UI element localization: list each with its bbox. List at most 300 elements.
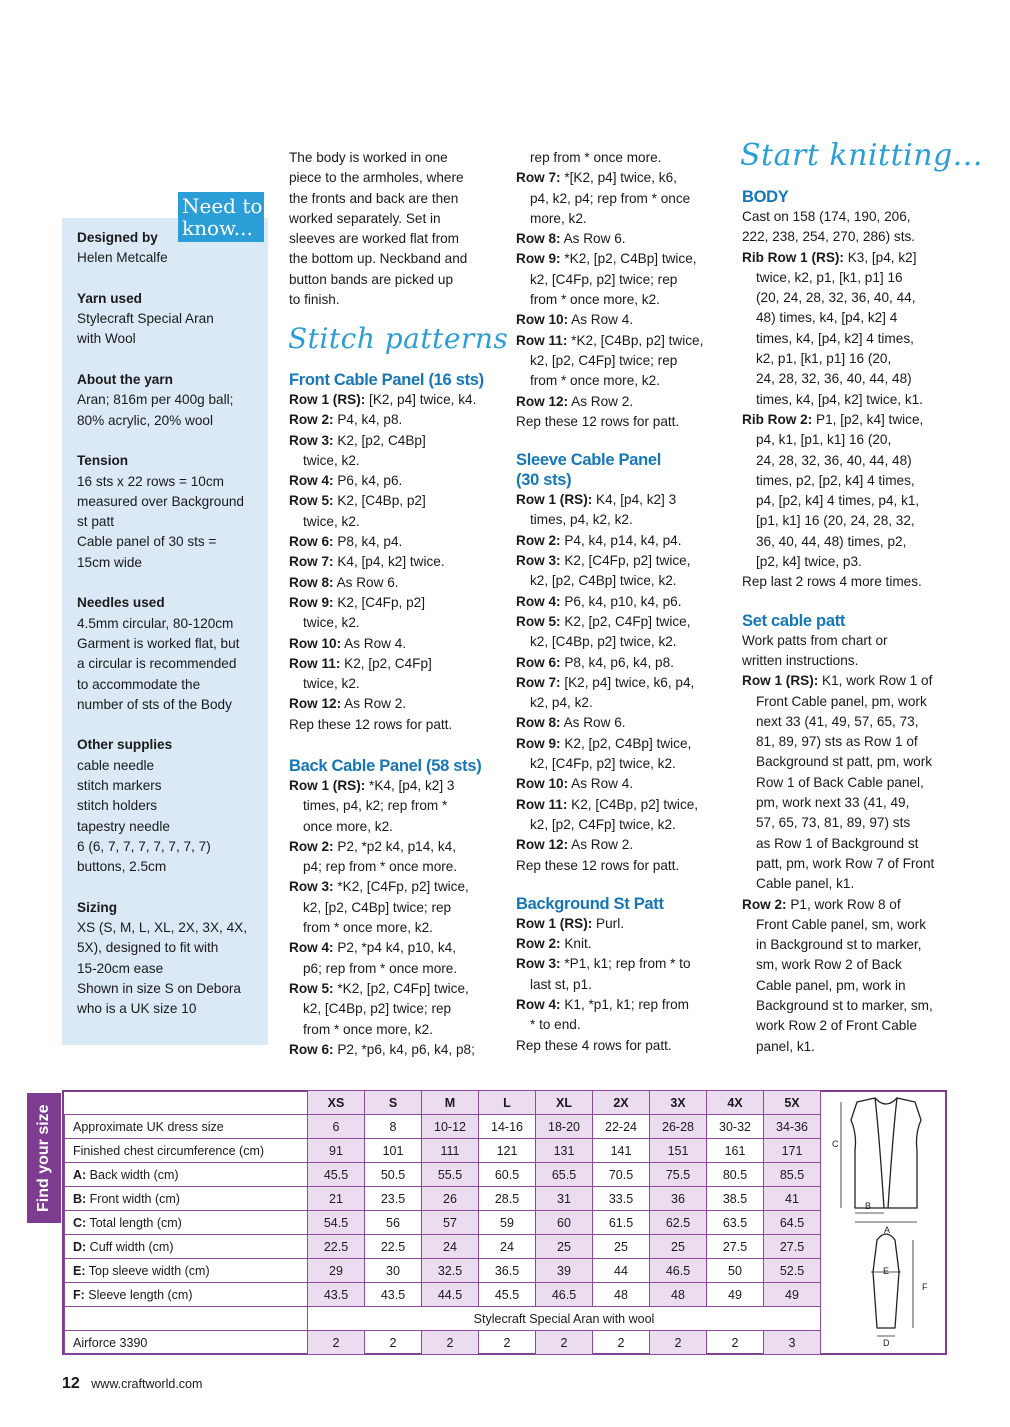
size-value: 85.5 <box>764 1163 821 1187</box>
row-label: Row 1 (RS): <box>289 778 366 793</box>
size-value: 111 <box>422 1139 479 1163</box>
row-text: P2, *p6, k4, p6, k4, p8; <box>333 1041 475 1057</box>
row-label: Row 6: <box>289 1041 334 1057</box>
pattern-line: times, p2, [p2, k4] 4 times, <box>756 472 915 488</box>
intro-line: button bands are picked up <box>289 271 454 287</box>
yarn-balls: 2 <box>308 1331 365 1355</box>
info-line: 5X), designed to fit with <box>77 940 219 956</box>
website-url: www.craftworld.com <box>91 1377 203 1391</box>
pattern-line <box>516 551 731 571</box>
size-row <box>65 1283 821 1307</box>
row-label: Row 10: <box>516 776 569 792</box>
size-row <box>65 1187 821 1211</box>
size-value: 25 <box>593 1235 650 1259</box>
pattern-line: Cable panel, k1. <box>756 876 855 892</box>
sleeve-title-line: Sleeve Cable Panel <box>516 451 662 470</box>
yarn-balls: 2 <box>479 1331 536 1355</box>
size-value: 121 <box>479 1139 536 1163</box>
yarn-header: Stylecraft Special Aran with wool <box>308 1307 821 1331</box>
size-value: 30-32 <box>707 1115 764 1139</box>
pattern-line: p4, [p2, k4] 4 times, p4, k1, <box>756 493 920 509</box>
row-text: Knit. <box>560 936 592 952</box>
pattern-line <box>742 248 957 268</box>
info-line: stitch holders <box>77 798 158 814</box>
row-text: K2, [C4Bp, p2] <box>333 493 426 509</box>
pattern-line <box>516 795 731 815</box>
find-your-size-label: Find your size <box>35 1104 52 1212</box>
set-cable-title: Set cable patt <box>742 611 846 630</box>
pattern-line: [p2, k4] twice, p3. <box>756 554 862 570</box>
measure-name: Approximate UK dress size <box>73 1119 224 1134</box>
size-value: 26 <box>422 1187 479 1211</box>
need-to-know-tag-line2: know... <box>182 216 253 240</box>
pattern-line: k2, p1, [k1, p1] 16 (20, <box>756 351 892 367</box>
pattern-line: k2, [p2, C4Bp] twice, k2. <box>530 573 677 589</box>
size-value: 44 <box>593 1259 650 1283</box>
yarn-balls: 2 <box>422 1331 479 1355</box>
size-value: 23.5 <box>365 1187 422 1211</box>
row-text: K4, [p4, k2] 3 <box>592 492 677 508</box>
size-value: 101 <box>365 1139 422 1163</box>
row-text: K2, [p2, C4Fp] twice, <box>560 613 691 629</box>
measure-name: Finished chest circumference (cm) <box>73 1143 265 1158</box>
row-label: Row 6: <box>289 534 334 550</box>
row-text: K2, [C4Fp, p2] <box>333 594 425 610</box>
size-value: 62.5 <box>650 1211 707 1235</box>
size-header: XS <box>308 1091 365 1115</box>
pattern-line <box>516 531 731 551</box>
pattern-line <box>289 593 504 613</box>
front-cable-title: Front Cable Panel (16 sts) <box>289 371 484 389</box>
pattern-line <box>289 431 504 451</box>
row-label: Row 7: <box>516 674 561 690</box>
size-value: 141 <box>593 1139 650 1163</box>
row-label: Row 2: <box>289 838 334 854</box>
measure-letter: E: <box>73 1263 86 1278</box>
row-label: Row 2: <box>516 936 561 952</box>
info-line: 16 sts x 22 rows = 10cm <box>77 473 224 489</box>
row-label: Row 9: <box>516 735 561 751</box>
row-label: Row 8: <box>516 715 561 731</box>
size-value: 80.5 <box>707 1163 764 1187</box>
intro-line: worked separately. Set in <box>289 210 441 226</box>
yarn-header-row <box>65 1307 821 1331</box>
size-row-label <box>65 1163 308 1187</box>
info-line: a circular is recommended <box>77 656 237 672</box>
size-value: 36.5 <box>479 1259 536 1283</box>
pattern-line: Row 1 of Back Cable panel, <box>756 774 924 790</box>
info-title: Needles used <box>77 595 165 611</box>
background-st-title: Background St Patt <box>516 894 664 913</box>
row-label: Row 12: <box>516 837 569 853</box>
pattern-line <box>289 715 504 735</box>
row-text: As Row 4. <box>568 776 634 792</box>
info-line: tapestry needle <box>77 818 170 834</box>
info-line: Shown in size S on Debora <box>77 980 241 996</box>
size-row <box>65 1235 821 1259</box>
pattern-line: Background st to marker, sm, <box>756 997 933 1013</box>
pattern-line: times, k4, [p4, k2] twice, k1. <box>756 391 923 407</box>
row-text: As Row 2. <box>568 837 634 853</box>
column-three <box>516 148 731 1056</box>
info-line: Garment is worked flat, but <box>77 635 240 651</box>
info-line: stitch markers <box>77 778 162 794</box>
pattern-line: Front Cable panel, pm, work <box>756 693 927 709</box>
pattern-line <box>742 671 957 691</box>
size-header: 3X <box>650 1091 707 1115</box>
row-label: Row 7: <box>289 554 334 570</box>
row-text: [K2, p4] twice, k4. <box>365 392 477 407</box>
row-label: Row 11: <box>516 332 568 348</box>
size-value: 27.5 <box>764 1235 821 1259</box>
pattern-line: 81, 89, 97) sts as Row 1 of <box>756 734 918 750</box>
page-footer <box>62 1375 202 1393</box>
info-line: who is a UK size 10 <box>77 1001 197 1017</box>
size-value: 33.5 <box>593 1187 650 1211</box>
measure-letter: F: <box>73 1287 85 1302</box>
size-value: 18-20 <box>536 1115 593 1139</box>
info-line: Cable panel of 30 sts = <box>77 534 217 550</box>
size-value: 59 <box>479 1211 536 1235</box>
size-value: 22.5 <box>308 1235 365 1259</box>
pattern-line: twice, k2. <box>303 513 360 529</box>
size-value: 24 <box>422 1235 479 1259</box>
pattern-line: k2, [p2, C4Bp] twice; rep <box>303 899 452 915</box>
size-value: 38.5 <box>707 1187 764 1211</box>
info-line: number of sts of the Body <box>77 696 232 712</box>
size-value: 41 <box>764 1187 821 1211</box>
pattern-line <box>289 390 504 410</box>
yarn-balls: 2 <box>707 1331 764 1355</box>
size-row-label <box>65 1139 308 1163</box>
row-text: P2, *p2 k4, p14, k4, <box>333 838 456 854</box>
size-value: 28.5 <box>479 1187 536 1211</box>
row-text: K4, [p4, k2] twice. <box>333 554 445 570</box>
garment-schematic <box>827 1092 945 1353</box>
row-label: Row 5: <box>289 980 334 996</box>
row-text: As Row 6. <box>560 231 626 247</box>
sleeve-cable-title <box>516 450 731 490</box>
pattern-line <box>289 938 504 958</box>
yarn-row <box>65 1331 821 1355</box>
measure-letter: B: <box>73 1191 87 1206</box>
pattern-line: panel, k1. <box>756 1038 815 1054</box>
size-header: XL <box>536 1091 593 1115</box>
back-cable-title: Back Cable Panel (58 sts) <box>289 757 482 775</box>
pattern-line <box>516 412 731 432</box>
size-value: 46.5 <box>650 1259 707 1283</box>
info-line: with Wool <box>77 331 136 347</box>
size-value: 26-28 <box>650 1115 707 1139</box>
size-value: 8 <box>365 1115 422 1139</box>
pattern-line: twice, k2. <box>303 615 360 631</box>
pattern-line: from * once more, k2. <box>530 373 660 389</box>
size-value: 6 <box>308 1115 365 1139</box>
row-label: Row 1 (RS): <box>742 673 819 689</box>
size-value: 44.5 <box>422 1283 479 1307</box>
row-label: Row 4: <box>516 593 561 609</box>
pattern-line <box>289 471 504 491</box>
row-label: Row 8: <box>516 231 561 247</box>
row-label: Row 12: <box>289 696 342 712</box>
row-text: Purl. <box>592 915 625 931</box>
row-text: P1, work Row 8 of <box>786 896 901 912</box>
measure-name: Total length (cm) <box>86 1215 182 1230</box>
row-label: Row 2: <box>516 532 561 548</box>
pattern-line: in Background st to marker, <box>756 937 922 953</box>
info-title: Tension <box>77 453 129 469</box>
row-label: Row 5: <box>289 493 334 509</box>
size-header: 2X <box>593 1091 650 1115</box>
size-value: 52.5 <box>764 1259 821 1283</box>
row-text: K2, [C4Fp, p2] twice, <box>560 553 691 569</box>
yarn-colour-label: Airforce 3390 <box>65 1331 308 1355</box>
size-value: 39 <box>536 1259 593 1283</box>
pattern-line <box>289 552 504 572</box>
row-label: Row 8: <box>289 574 334 590</box>
size-row <box>65 1211 821 1235</box>
row-text: *K2, [p2, C4Fp] twice, <box>333 980 469 996</box>
pattern-line: 57, 65, 73, 81, 89, 97) sts <box>756 815 911 831</box>
page-number: 12 <box>62 1375 80 1392</box>
row-label: Rib Row 1 (RS): <box>742 249 844 265</box>
size-value: 31 <box>536 1187 593 1211</box>
size-row-label <box>65 1235 308 1259</box>
yarn-balls: 3 <box>764 1331 821 1355</box>
pattern-line <box>742 410 957 430</box>
row-text: As Row 2. <box>568 393 634 409</box>
size-value: 36 <box>650 1187 707 1211</box>
pattern-line <box>516 1036 731 1056</box>
row-text: K1, *p1, k1; rep from <box>560 996 690 1012</box>
size-value: 70.5 <box>593 1163 650 1187</box>
row-label: Row 3: <box>516 553 561 569</box>
pattern-line <box>516 331 731 351</box>
yarn-header-blank <box>65 1307 308 1331</box>
pattern-line: 24, 28, 32, 36, 40, 44, 48) <box>756 371 912 387</box>
pattern-line: from * once more, k2. <box>530 292 660 308</box>
size-value: 50 <box>707 1259 764 1283</box>
pattern-line <box>516 954 731 974</box>
front-cable-panel <box>289 370 504 735</box>
row-label: Row 3: <box>516 956 561 972</box>
pattern-line: Background st patt, pm, work <box>756 754 933 770</box>
size-row <box>65 1115 821 1139</box>
info-section <box>77 370 263 431</box>
intro-line: the fronts and back are then <box>289 190 459 206</box>
row-text: *K4, [p4, k2] 3 <box>365 778 455 793</box>
body-title: BODY <box>742 188 789 206</box>
size-header: 4X <box>707 1091 764 1115</box>
row-label: Row 9: <box>289 594 334 610</box>
pattern-line <box>742 631 957 651</box>
pattern-line: twice, k2, p1, [k1, p1] 16 <box>756 269 903 285</box>
need-to-know-tag-line1: Need to <box>182 194 263 218</box>
pattern-line <box>289 573 504 593</box>
size-value: 56 <box>365 1211 422 1235</box>
size-value: 45.5 <box>308 1163 365 1187</box>
size-header-blank <box>65 1091 308 1115</box>
info-section <box>77 289 263 350</box>
pattern-line <box>516 168 731 188</box>
row-label: Row 7: <box>516 170 561 186</box>
pattern-line: 24, 28, 32, 36, 40, 44, 48) <box>756 452 912 468</box>
pattern-line <box>289 410 504 430</box>
info-line: 80% acrylic, 20% wool <box>77 412 213 428</box>
size-header: M <box>422 1091 479 1115</box>
info-line: Helen Metcalfe <box>77 250 168 266</box>
size-value: 49 <box>707 1283 764 1307</box>
measure-name: Cuff width (cm) <box>86 1239 174 1254</box>
size-row <box>65 1259 821 1283</box>
pattern-line: p6; rep from * once more. <box>303 960 458 976</box>
row-label: Row 1 (RS): <box>516 915 593 931</box>
size-row-label <box>65 1115 308 1139</box>
size-value: 161 <box>707 1139 764 1163</box>
pattern-line: once more, k2. <box>303 818 393 834</box>
row-label: Row 2: <box>742 896 787 912</box>
size-value: 25 <box>650 1235 707 1259</box>
row-text: P8, k4, p4. <box>333 534 403 550</box>
start-knitting-heading: Start knitting... <box>740 138 983 173</box>
info-line: Aran; 816m per 400g ball; <box>77 392 234 408</box>
size-value: 75.5 <box>650 1163 707 1187</box>
row-text: Rep these 12 rows for patt. <box>516 857 680 873</box>
size-row-label <box>65 1259 308 1283</box>
pattern-line: as Row 1 of Background st <box>756 835 919 851</box>
row-text: P4, k4, p8. <box>333 412 403 428</box>
size-value: 65.5 <box>536 1163 593 1187</box>
info-section <box>77 593 263 715</box>
info-line: st patt <box>77 514 115 530</box>
info-title: Yarn used <box>77 290 142 306</box>
pattern-line: k2, [C4Fp, p2] twice; rep <box>530 271 678 287</box>
info-line: 15-20cm ease <box>77 960 164 976</box>
pattern-line: patt, pm, work Row 7 of Front <box>756 855 935 871</box>
measure-name: Sleeve length (cm) <box>84 1287 193 1302</box>
row-label: Row 4: <box>289 473 334 489</box>
size-value: 61.5 <box>593 1211 650 1235</box>
size-value: 60 <box>536 1211 593 1235</box>
pattern-line: Cable panel, pm, work in <box>756 977 906 993</box>
row-text: *K2, [C4Bp, p2] twice, <box>567 332 704 348</box>
info-line: 6 (6, 7, 7, 7, 7, 7, 7, 7) <box>77 838 211 854</box>
pattern-line <box>516 612 731 632</box>
pattern-line: 36, 40, 44, 48) times, p2, <box>756 533 907 549</box>
pattern-line <box>516 835 731 855</box>
pattern-line: pm, work next 33 (41, 49, <box>756 795 910 811</box>
info-line: cable needle <box>77 757 155 773</box>
size-value: 131 <box>536 1139 593 1163</box>
size-value: 43.5 <box>365 1283 422 1307</box>
pattern-line: last st, p1. <box>530 976 592 992</box>
pattern-line: work Row 2 of Front Cable <box>756 1018 917 1034</box>
row-text: As Row 4. <box>568 312 634 328</box>
pattern-line <box>289 532 504 552</box>
size-value: 91 <box>308 1139 365 1163</box>
size-value: 48 <box>650 1283 707 1307</box>
pattern-line <box>516 934 731 954</box>
diagram-label-d: D <box>883 1338 890 1348</box>
pattern-line <box>289 1040 504 1060</box>
pattern-line <box>289 694 504 714</box>
row-label: Row 12: <box>516 393 569 409</box>
info-section <box>77 735 263 877</box>
size-value: 10-12 <box>422 1115 479 1139</box>
row-text: K3, [p4, k2] <box>843 249 917 265</box>
size-value: 24 <box>479 1235 536 1259</box>
pattern-line <box>516 734 731 754</box>
size-value: 34-36 <box>764 1115 821 1139</box>
pattern-line <box>516 490 731 510</box>
stitch-patterns-heading: Stitch patterns <box>288 322 509 355</box>
pattern-line <box>742 207 957 227</box>
info-line: measured over Background <box>77 493 244 509</box>
pattern-line: from * once more, k2. <box>303 920 433 936</box>
row-label: Row 11: <box>289 655 341 671</box>
row-text: K1, work Row 1 of <box>818 673 933 689</box>
info-title: Other supplies <box>77 737 173 753</box>
pattern-line <box>742 895 957 915</box>
size-value: 43.5 <box>308 1283 365 1307</box>
pattern-line: from * once more, k2. <box>303 1021 433 1037</box>
info-title: Designed by <box>77 230 158 245</box>
size-value: 50.5 <box>365 1163 422 1187</box>
row-text: P6, k4, p10, k4, p6. <box>560 593 682 609</box>
pattern-line: 48) times, k4, [p4, k2] 4 <box>756 310 898 326</box>
size-value: 57 <box>422 1211 479 1235</box>
size-row-label <box>65 1187 308 1211</box>
pattern-line: Front Cable panel, sm, work <box>756 916 926 932</box>
row-text: Rep last 2 rows 4 more times. <box>742 574 922 590</box>
info-title: About the yarn <box>77 372 173 388</box>
info-section <box>77 451 263 573</box>
measure-name: Back width (cm) <box>86 1167 179 1182</box>
pattern-line <box>289 491 504 511</box>
row-text: written instructions. <box>742 652 859 668</box>
row-text: Rep these 4 rows for patt. <box>516 1037 672 1053</box>
column-four <box>742 187 957 1057</box>
yarn-balls: 2 <box>593 1331 650 1355</box>
size-value: 30 <box>365 1259 422 1283</box>
pattern-line <box>516 995 731 1015</box>
row-text: *K2, [p2, C4Bp] twice, <box>560 251 697 267</box>
pattern-line <box>289 837 504 857</box>
pattern-line: k2, [C4Bp, p2] twice; rep <box>303 1001 452 1017</box>
pattern-line <box>742 227 957 247</box>
row-text: P2, *p4 k4, p10, k4, <box>333 940 456 956</box>
pattern-line <box>289 654 504 674</box>
info-line: XS (S, M, L, XL, 2X, 3X, 4X, <box>77 920 247 936</box>
row-text: K2, [C4Bp, p2] twice, <box>567 796 699 812</box>
pattern-line <box>289 776 504 796</box>
row-label: Row 5: <box>516 613 561 629</box>
pattern-line <box>516 914 731 934</box>
size-value: 60.5 <box>479 1163 536 1187</box>
size-value: 14-16 <box>479 1115 536 1139</box>
diagram-label-c: C <box>832 1139 839 1149</box>
row-text: 222, 238, 254, 270, 286) sts. <box>742 229 916 245</box>
intro-line: the bottom up. Neckband and <box>289 251 468 267</box>
intro-line: to finish. <box>289 292 340 308</box>
pattern-line <box>516 392 731 412</box>
row-text: Rep these 12 rows for patt. <box>516 413 680 429</box>
size-value: 63.5 <box>707 1211 764 1235</box>
size-value: 29 <box>308 1259 365 1283</box>
row-text: K2, [p2, C4Fp] <box>340 655 432 671</box>
pattern-line <box>516 249 731 269</box>
diagram-label-f: F <box>922 1282 928 1292</box>
